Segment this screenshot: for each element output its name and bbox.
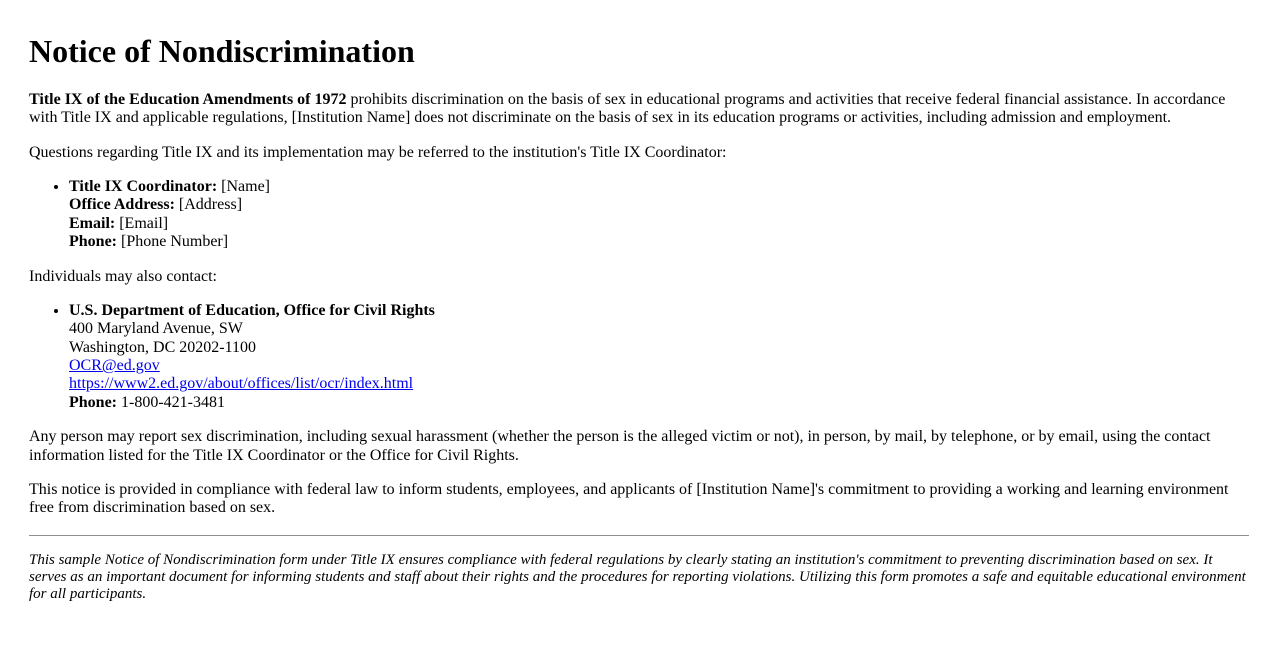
coordinator-name-value: [Name]	[217, 177, 270, 195]
ocr-address-line2: Washington, DC 20202-1100	[69, 338, 256, 356]
report-paragraph: Any person may report sex discrimination, including sexual harassment (whether the person is the alleged victim or not), in person, by mail, by telephone, or by email, using the contact information listed for the Title IX Coordinator or the Office for Civil Rights.	[29, 428, 1211, 464]
questions-paragraph: Questions regarding Title IX and its implementation may be referred to the institution's Title IX Coordinator:	[29, 143, 727, 161]
intro-paragraph	[29, 91, 1249, 128]
coordinator-phone-value: [Phone Number]	[117, 233, 229, 251]
ocr-contact-list-item	[69, 302, 1249, 412]
coordinator-email-label: Email:	[69, 214, 116, 232]
coordinator-phone-label: Phone:	[69, 233, 117, 251]
intro-text: prohibits discrimination on the basis of sex in educational programs and activities that receive federal financial assistance. In accordance with Title IX and applicable regulations, [Institution Name] does not discriminate on the basis of sex in its education programs or activities, including admission and employment.	[29, 90, 1226, 127]
ocr-phone-label: Phone:	[69, 393, 117, 411]
intro-bold-lead: Title IX of the Education Amendments of 1972	[29, 90, 347, 108]
ocr-name: U.S. Department of Education, Office for Civil Rights	[69, 301, 435, 319]
coordinator-address-label: Office Address:	[69, 196, 175, 214]
also-contact-paragraph: Individuals may also contact:	[29, 267, 217, 285]
coordinator-email-value: [Email]	[115, 214, 169, 232]
coordinator-list-item	[69, 178, 1249, 252]
ocr-address-line1: 400 Maryland Avenue, SW	[69, 320, 243, 338]
page-title: Notice of Nondiscrimination	[29, 33, 415, 69]
footer-divider	[29, 535, 1249, 536]
compliance-paragraph: This notice is provided in compliance with federal law to inform students, employees, and applicants of [Institution Name]'s commitment to providing a working and learning environment free from discrimination based on sex.	[29, 481, 1229, 517]
ocr-phone-value: 1-800-421-3481	[117, 393, 225, 411]
coordinator-name-label: Title IX Coordinator:	[69, 177, 218, 195]
ocr-website-link[interactable]: https://www2.ed.gov/about/offices/list/ocr/index.html	[69, 375, 414, 393]
ocr-email-link[interactable]: OCR@ed.gov	[69, 357, 160, 375]
footer-note: This sample Notice of Nondiscrimination form under Title IX ensures compliance with federal regulations by clearly stating an institution's commitment to preventing discrimination based on sex. It serves as an important document for informing students and staff about their rights and the procedures for reporting violations. Utilizing this form promotes a safe and equitable educational environment for all participants.	[29, 551, 1246, 603]
ocr-contact-list	[29, 302, 1249, 412]
coordinator-list	[29, 178, 1249, 252]
coordinator-address-value: [Address]	[174, 196, 243, 214]
